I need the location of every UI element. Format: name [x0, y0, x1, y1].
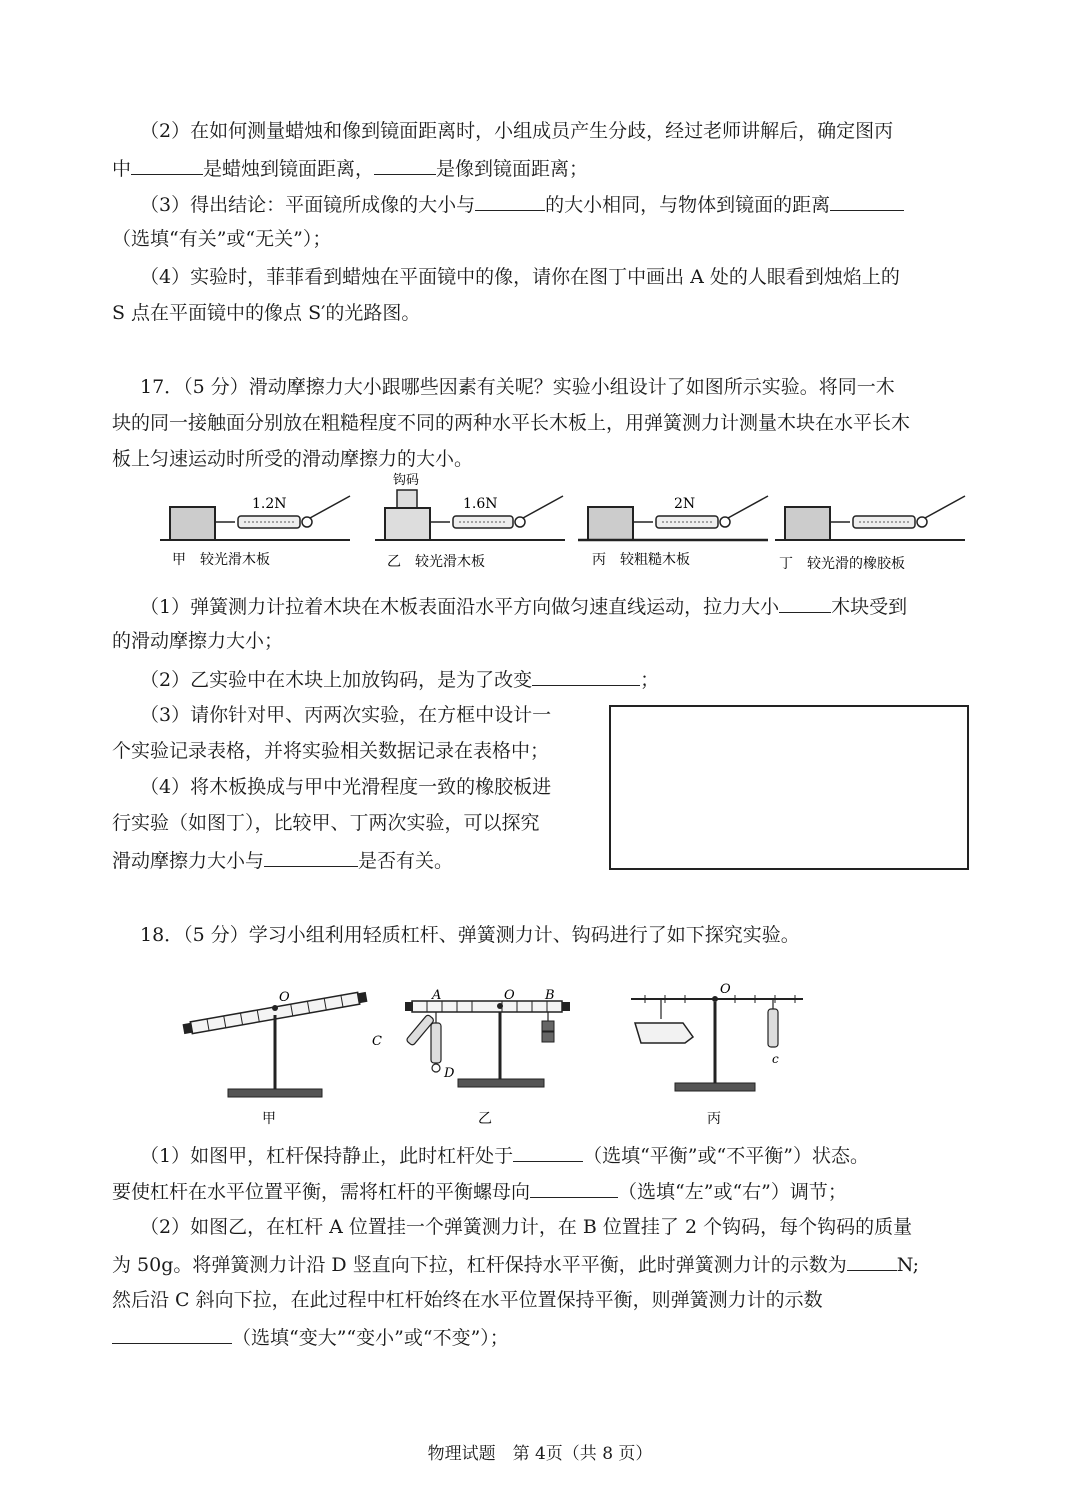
q17-intro-line1: 17．（5 分）滑动摩擦力大小跟哪些因素有关呢？实验小组设计了如图所示实验。将同一木 — [140, 376, 895, 398]
reading-label: 2N — [674, 496, 696, 512]
fill-blank-balance-state[interactable] — [513, 1139, 583, 1162]
hook-weight — [542, 1021, 554, 1031]
q17-part1-line1 — [140, 590, 907, 622]
text: 木块受到 — [831, 596, 908, 618]
wood-block — [385, 508, 430, 540]
wood-block — [170, 507, 215, 540]
page-footer: 物理试题 第 4页（共 8 页） — [427, 1444, 653, 1464]
stand-base — [675, 1083, 755, 1091]
caption: 乙 — [478, 1111, 492, 1127]
fill-blank-weight-purpose[interactable] — [532, 663, 640, 686]
text: 为 50g。将弹簧测力计沿 D 竖直向下拉，杠杆保持水平平衡，此时弹簧测力计的示数为 — [112, 1254, 847, 1276]
q17-part3-line1: （3）请你针对甲、丙两次实验，在方框中设计一 — [140, 704, 552, 726]
label-c-small: c — [772, 1052, 779, 1066]
balance-nut — [357, 992, 368, 1003]
caption: 丙 — [707, 1111, 721, 1127]
q17-part1-line2: 的滑动摩擦力大小； — [112, 630, 284, 652]
q17-part2-line — [140, 663, 659, 695]
fill-blank-nut-direction[interactable] — [530, 1175, 618, 1198]
label-b: B — [545, 988, 555, 1003]
text: （2）乙实验中在木块上加放钩码，是为了改变 — [140, 669, 533, 691]
record-table-answer-box[interactable] — [609, 705, 969, 870]
text: 是像到镜面距离； — [436, 158, 589, 180]
spring-scale-vertical — [768, 1009, 778, 1047]
wood-block — [785, 507, 830, 540]
fill-blank-candle-distance[interactable] — [131, 152, 203, 175]
friction-figure-bing — [578, 480, 778, 580]
weight-icon — [397, 490, 417, 508]
label-o: O — [504, 988, 515, 1003]
pivot — [712, 996, 718, 1002]
q17-part4-line3 — [112, 844, 453, 876]
spring-scale-oblique — [406, 1014, 435, 1046]
caption: 丁 较光滑的橡胶板 — [779, 556, 905, 572]
q18-part1-line2 — [112, 1175, 847, 1207]
caption: 甲 — [262, 1111, 276, 1127]
q16-part4-line2: S 点在平面镜中的像点 S′的光路图。 — [112, 302, 421, 324]
balance-nut — [562, 1002, 570, 1011]
text: N; — [896, 1254, 920, 1276]
pivot — [272, 1005, 278, 1011]
q18-part2-line4 — [112, 1321, 509, 1353]
label-o: O — [279, 990, 290, 1005]
q18-part2-line1: （2）如图乙，在杠杆 A 位置挂一个弹簧测力计，在 B 位置挂了 2 个钩码，每个钩码的质量 — [140, 1216, 913, 1238]
fill-blank-reading-change[interactable] — [112, 1321, 232, 1344]
lever-figure-jia — [180, 975, 380, 1130]
q16-part2-line1: （2）在如何测量蜡烛和像到镜面距离时，小组成员产生分歧，经过老师讲解后，确定图丙 — [140, 120, 894, 142]
friction-figure-ding — [775, 480, 975, 580]
text: 是否有关。 — [358, 850, 454, 872]
label-a: A — [432, 988, 442, 1003]
q17-intro-line2: 块的同一接触面分别放在粗糙程度不同的两种水平长木板上，用弹簧测力计测量木块在水平长木 — [112, 412, 911, 434]
text: （选填“平衡”或“不平衡”）状态。 — [583, 1145, 869, 1167]
fill-blank-scale-reading[interactable] — [847, 1248, 897, 1271]
reading-label: 1.6N — [463, 496, 498, 512]
friction-figure-yi — [375, 470, 575, 580]
q18-part2-line3: 然后沿 C 斜向下拉，在此过程中杠杆始终在水平位置保持平衡，则弹簧测力计的示数 — [112, 1289, 823, 1311]
text: 是蜡烛到镜面距离， — [203, 158, 375, 180]
hand-icon — [728, 496, 768, 518]
fill-blank-image-size[interactable] — [475, 188, 545, 211]
hand-icon — [523, 496, 563, 518]
weight-label: 钩码 — [393, 473, 420, 488]
wood-block — [588, 507, 633, 540]
q16-part4-line1: （4）实验时，菲菲看到蜡烛在平面镜中的像，请你在图丁中画出 A 处的人眼看到烛焰上的 — [140, 266, 900, 288]
hook-weight — [542, 1032, 554, 1042]
text: 中 — [112, 158, 132, 180]
q16-part3-line2: （选填“有关”或“无关”）； — [112, 228, 332, 250]
fill-blank-pull-force[interactable] — [779, 590, 831, 613]
label-o: O — [720, 982, 731, 997]
reading-label: 1.2N — [252, 496, 287, 512]
q18-intro: 18．（5 分）学习小组利用轻质杠杆、弹簧测力计、钩码进行了如下探究实验。 — [140, 924, 800, 946]
lever-figure-yi — [370, 975, 585, 1130]
tray-icon — [635, 1023, 693, 1043]
q18-part2-line2 — [112, 1248, 919, 1280]
text: （1）如图甲，杠杆保持静止，此时杠杆处于 — [140, 1145, 514, 1167]
spring-scale-vertical — [431, 1023, 441, 1063]
q18-part1-line1 — [140, 1139, 869, 1171]
q17-part4-line1: （4）将木板换成与甲中光滑程度一致的橡胶板进 — [140, 776, 552, 798]
text: 滑动摩擦力大小与 — [112, 850, 265, 872]
balance-nut — [183, 1023, 194, 1034]
friction-figure-jia — [160, 480, 360, 580]
q16-part3-line1 — [140, 188, 904, 220]
text: （1）弹簧测力计拉着木块在木板表面沿水平方向做匀速直线运动，拉力大小 — [140, 596, 780, 618]
text: ； — [640, 669, 660, 691]
fill-blank-distance-relation[interactable] — [830, 188, 904, 211]
pivot — [497, 1003, 503, 1009]
label-c: C — [372, 1034, 382, 1049]
fill-blank-image-distance[interactable] — [374, 152, 436, 175]
fill-blank-factor[interactable] — [264, 844, 358, 867]
text: 要使杠杆在水平位置平衡，需将杠杆的平衡螺母向 — [112, 1181, 531, 1203]
text: （选填“左”或“右”）调节； — [618, 1181, 847, 1203]
text: （3）得出结论：平面镜所成像的大小与 — [140, 194, 476, 216]
q17-intro-line3: 板上匀速运动时所受的滑动摩擦力的大小。 — [112, 448, 474, 470]
hand-icon — [925, 496, 965, 518]
stand-base — [228, 1089, 322, 1097]
q16-part2-line2 — [112, 152, 588, 184]
caption: 乙 较光滑木板 — [387, 554, 485, 570]
balance-nut — [405, 1002, 413, 1011]
text: 的大小相同，与物体到镜面的距离 — [545, 194, 831, 216]
stand-base — [458, 1079, 544, 1087]
hand-icon — [310, 496, 350, 518]
q17-part4-line2: 行实验（如图丁），比较甲、丁两次实验，可以探究 — [112, 812, 540, 834]
label-d: D — [444, 1066, 455, 1081]
lever-figure-bing — [625, 975, 815, 1130]
text: （选填“变大”“变小”或“不变”）； — [232, 1327, 509, 1349]
caption: 丙 较粗糙木板 — [592, 552, 690, 568]
caption: 甲 较光滑木板 — [172, 552, 270, 568]
q17-part3-line2: 个实验记录表格，并将实验相关数据记录在表格中； — [112, 740, 550, 762]
